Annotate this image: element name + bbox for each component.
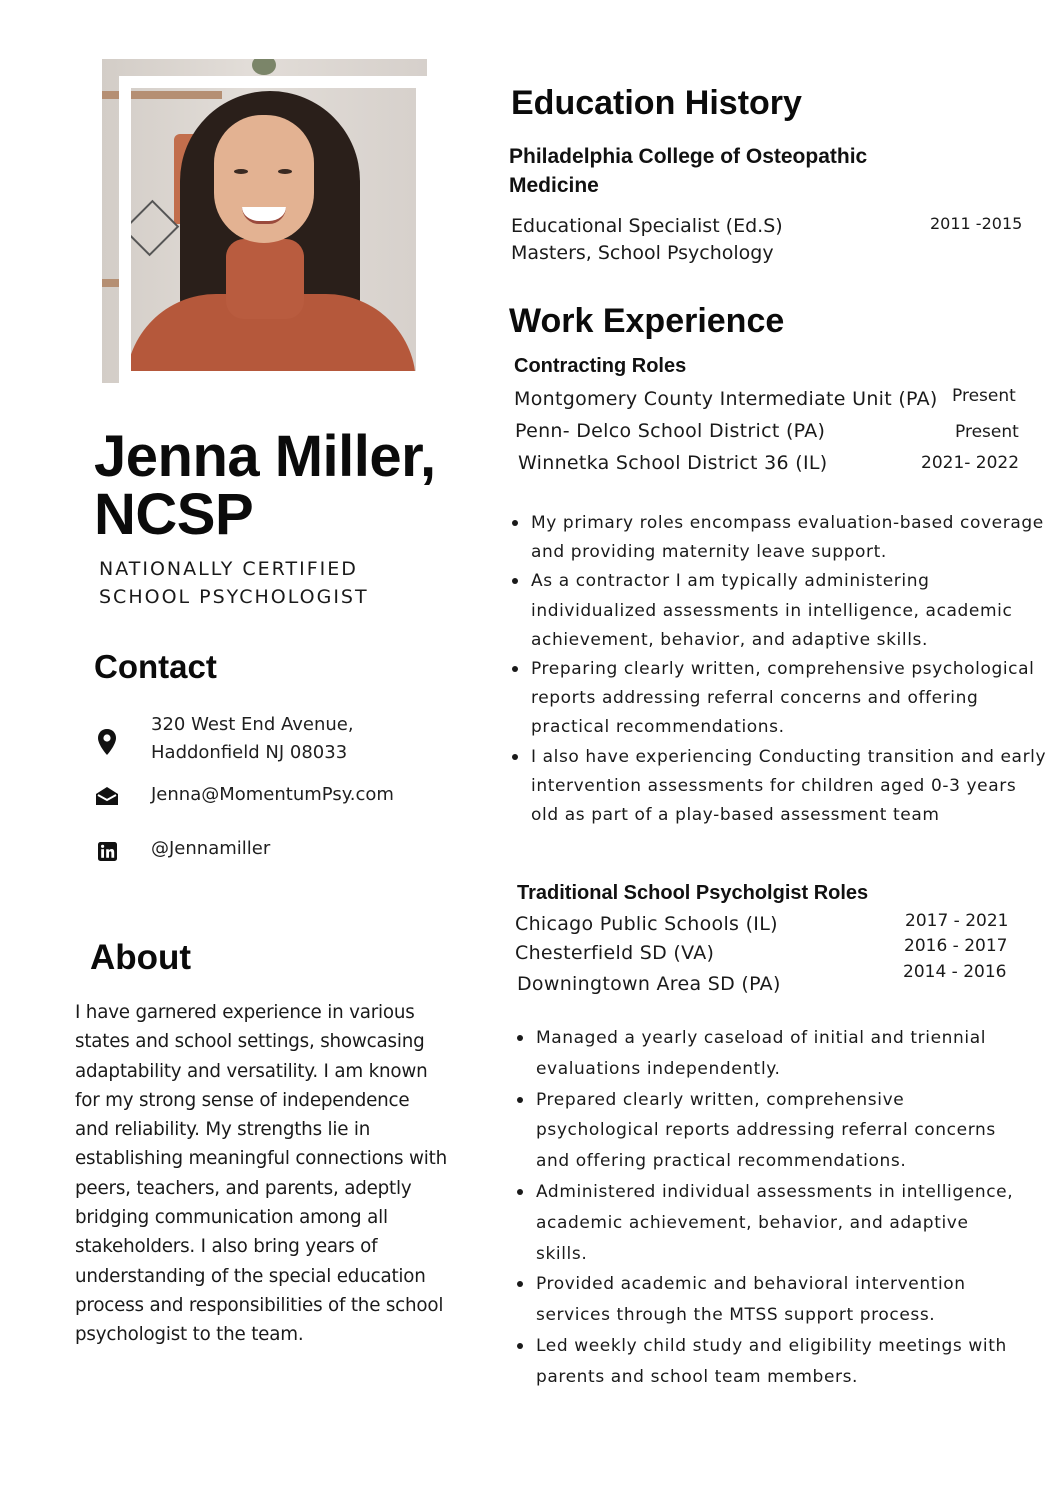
title-line-1: NATIONALLY CERTIFIED <box>99 558 358 580</box>
address-line-2: Haddonfield NJ 08033 <box>151 742 348 763</box>
linkedin-icon <box>92 836 122 866</box>
about-heading: About <box>90 938 192 977</box>
address-line-1: 320 West End Avenue, <box>151 714 354 735</box>
contact-email[interactable]: Jenna@MomentumPsy.com <box>151 784 394 805</box>
bullet-item: Prepared clearly written, comprehensive psychological reports addressing referral concerns and offering practical recommendations. <box>515 1085 1025 1177</box>
name-line-1: Jenna Miller, <box>94 424 436 489</box>
traditional-bullet-list <box>515 1023 1025 1393</box>
about-text: I have garnered experience in various states and school settings, showcasing adaptability and versatility. I am known for my strong sense of independence and reliability. My strengths lie in establishing meaningful connections with peers, teachers, and parents, adeptly bridging communication among all stakeholders. I also bring years of understanding of the special education process and responsibilities of the school psychologist to the team. <box>75 1002 447 1346</box>
contracting-role-date: Present <box>952 386 1016 406</box>
contracting-role-place: Penn- Delco School District (PA) <box>515 420 826 442</box>
traditional-role-date: 2014 - 2016 <box>903 962 1007 982</box>
traditional-role-place: Chesterfield SD (VA) <box>515 942 715 964</box>
contracting-heading: Contracting Roles <box>514 355 687 377</box>
bullet-item: Provided academic and behavioral intervention services through the MTSS support process. <box>515 1269 1025 1331</box>
education-school: Philadelphia College of Osteopathic Medicine <box>509 145 868 197</box>
bullet-item: As a contractor I am typically administering individualized assessments in intelligence, academic achievement, behavior, and adaptive skills. <box>510 567 1050 655</box>
name-line-2: NCSP <box>94 482 254 547</box>
education-heading: Education History <box>511 84 802 122</box>
location-pin-icon <box>92 727 122 757</box>
bullet-item: Administered individual assessments in intelligence, academic achievement, behavior, and adaptive skills. <box>515 1177 1025 1269</box>
resume-name <box>94 424 494 547</box>
traditional-heading: Traditional School Psycholgist Roles <box>517 882 869 904</box>
contracting-bullet-list <box>510 509 1050 830</box>
traditional-role-place: Downingtown Area SD (PA) <box>517 973 781 995</box>
work-heading: Work Experience <box>509 302 785 340</box>
contracting-role-date: 2021- 2022 <box>921 453 1020 473</box>
title-line-2: SCHOOL PSYCHOLOGIST <box>99 586 369 608</box>
contracting-role-place: Winnetka School District 36 (IL) <box>518 452 828 474</box>
traditional-role-date: 2016 - 2017 <box>904 936 1008 956</box>
bullet-item: Preparing clearly written, comprehensive psychological reports addressing referral concerns and offering practical recommendations. <box>510 655 1050 743</box>
traditional-role-date: 2017 - 2021 <box>905 911 1009 931</box>
bullet-item: Managed a yearly caseload of initial and triennial evaluations independently. <box>515 1023 1025 1085</box>
education-years: 2011 -2015 <box>930 214 1023 233</box>
contact-heading: Contact <box>94 648 217 685</box>
professional-title <box>99 555 429 611</box>
education-degree-2: Masters, School Psychology <box>511 242 774 264</box>
bullet-item: My primary roles encompass evaluation-based coverage and providing maternity leave support. <box>510 509 1050 567</box>
contact-address <box>151 711 354 767</box>
photo-frame <box>119 76 428 383</box>
contact-linkedin[interactable]: @Jennamiller <box>151 838 271 859</box>
education-degree-1: Educational Specialist (Ed.S) <box>511 215 783 237</box>
bullet-item: I also have experiencing Conducting transition and early intervention assessments for children aged 0-3 years old as part of a play-based assessment team <box>510 743 1050 831</box>
bullet-item: Led weekly child study and eligibility meetings with parents and school team members. <box>515 1331 1025 1393</box>
traditional-role-place: Chicago Public Schools (IL) <box>515 913 778 935</box>
contracting-role-date: Present <box>955 422 1019 442</box>
envelope-icon <box>92 781 122 811</box>
contracting-role-place: Montgomery County Intermediate Unit (PA) <box>514 388 938 410</box>
